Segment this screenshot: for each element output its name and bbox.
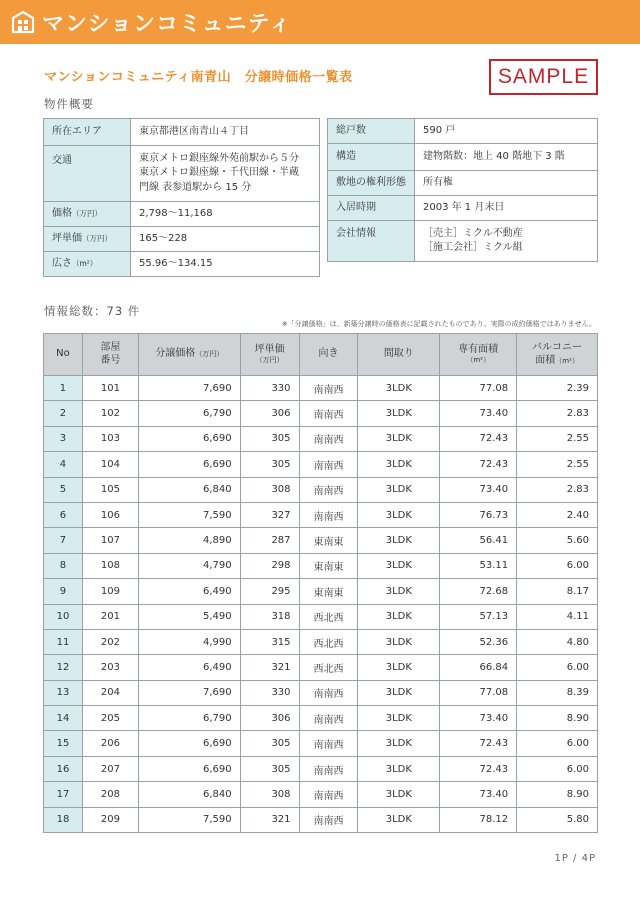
brand-name: マンションコミュニティ xyxy=(42,11,292,37)
access-line: 東京メトロ銀座線・千代田線・半蔵 xyxy=(139,167,299,179)
cell-no: 3 xyxy=(44,426,83,451)
cell-area: 77.08 xyxy=(440,376,517,401)
overview-key: 総戸数 xyxy=(328,119,415,144)
key-label: 価格 xyxy=(52,207,72,219)
header-balcony xyxy=(517,334,598,376)
cell-room: 102 xyxy=(82,401,138,426)
overview-key: 入居時期 xyxy=(328,196,415,221)
overview-row xyxy=(328,119,598,144)
cell-tsubo: 330 xyxy=(240,680,299,705)
header-price-label: 分譲価格 xyxy=(155,348,196,360)
cell-layout: 3LDK xyxy=(358,426,440,451)
key-unit: （万円） xyxy=(72,208,102,218)
overview-row xyxy=(44,146,320,202)
cell-direction: 西北西 xyxy=(299,655,358,680)
cell-room: 107 xyxy=(82,528,138,553)
cell-tsubo: 305 xyxy=(240,731,299,756)
cell-direction: 東南東 xyxy=(299,528,358,553)
cell-layout: 3LDK xyxy=(358,579,440,604)
overview-value xyxy=(131,146,320,202)
cell-room: 209 xyxy=(82,807,138,832)
cell-balcony: 2.55 xyxy=(517,452,598,477)
cell-area: 73.40 xyxy=(440,477,517,502)
cell-area: 73.40 xyxy=(440,706,517,731)
overview-value xyxy=(415,221,598,262)
cell-direction: 南南西 xyxy=(299,731,358,756)
cell-direction: 南南西 xyxy=(299,782,358,807)
header-balcony-label2 xyxy=(521,355,593,368)
cell-balcony: 2.83 xyxy=(517,477,598,502)
cell-price: 6,690 xyxy=(138,731,240,756)
cell-direction: 南南西 xyxy=(299,426,358,451)
overview-value: 東京都港区南青山４丁目 xyxy=(131,119,320,146)
cell-tsubo: 306 xyxy=(240,706,299,731)
overview-value: 590 戸 xyxy=(415,119,598,144)
cell-price: 6,690 xyxy=(138,756,240,781)
cell-no: 16 xyxy=(44,756,83,781)
cell-room: 105 xyxy=(82,477,138,502)
cell-price: 4,790 xyxy=(138,553,240,578)
cell-tsubo: 327 xyxy=(240,502,299,527)
header-balcony-label: バルコニー xyxy=(532,342,583,353)
cell-layout: 3LDK xyxy=(358,553,440,578)
cell-layout: 3LDK xyxy=(358,452,440,477)
cell-area: 72.43 xyxy=(440,731,517,756)
cell-price: 6,690 xyxy=(138,426,240,451)
header-area xyxy=(440,334,517,376)
cell-balcony: 2.40 xyxy=(517,502,598,527)
overview-key xyxy=(44,252,131,277)
cell-direction: 西北西 xyxy=(299,604,358,629)
cell-room: 101 xyxy=(82,376,138,401)
cell-direction: 東南東 xyxy=(299,579,358,604)
cell-tsubo: 308 xyxy=(240,782,299,807)
cell-layout: 3LDK xyxy=(358,706,440,731)
cell-price: 6,840 xyxy=(138,477,240,502)
cell-direction: 南南西 xyxy=(299,756,358,781)
cell-direction: 南南西 xyxy=(299,680,358,705)
cell-price: 6,790 xyxy=(138,706,240,731)
cell-area: 72.43 xyxy=(440,452,517,477)
cell-balcony: 4.80 xyxy=(517,629,598,654)
header-no: No xyxy=(44,334,83,376)
cell-direction: 西北西 xyxy=(299,629,358,654)
header-room-line: 部屋 xyxy=(100,342,121,353)
cell-tsubo: 306 xyxy=(240,401,299,426)
overview-value: 所有権 xyxy=(415,171,598,196)
overview-row xyxy=(328,221,598,262)
cell-area: 52.36 xyxy=(440,629,517,654)
cell-layout: 3LDK xyxy=(358,604,440,629)
cell-layout: 3LDK xyxy=(358,502,440,527)
table-row xyxy=(44,553,598,578)
header-tsubo-label: 坪単価 xyxy=(254,343,285,355)
cell-tsubo: 305 xyxy=(240,426,299,451)
cell-tsubo: 321 xyxy=(240,655,299,680)
overview-row xyxy=(44,252,320,277)
cell-balcony: 5.60 xyxy=(517,528,598,553)
cell-balcony: 8.39 xyxy=(517,680,598,705)
cell-price: 6,490 xyxy=(138,655,240,680)
table-row xyxy=(44,782,598,807)
table-header-row xyxy=(44,334,598,376)
cell-balcony: 5.80 xyxy=(517,807,598,832)
cell-area: 72.68 xyxy=(440,579,517,604)
cell-price: 6,790 xyxy=(138,401,240,426)
cell-layout: 3LDK xyxy=(358,731,440,756)
cell-direction: 南南西 xyxy=(299,477,358,502)
section-label-overview: 物件概要 xyxy=(44,97,94,111)
header-price-unit: （万円） xyxy=(195,350,224,359)
cell-room: 202 xyxy=(82,629,138,654)
cell-balcony: 6.00 xyxy=(517,756,598,781)
overview-value: 2003 年 1 月末日 xyxy=(415,196,598,221)
cell-balcony: 8.90 xyxy=(517,782,598,807)
cell-layout: 3LDK xyxy=(358,528,440,553)
cell-area: 57.13 xyxy=(440,604,517,629)
cell-room: 207 xyxy=(82,756,138,781)
brand-banner xyxy=(0,0,640,44)
cell-price: 6,690 xyxy=(138,452,240,477)
header-direction: 向き xyxy=(299,334,358,376)
company-line: ［売主］ミクル不動産 xyxy=(423,227,523,239)
header-room xyxy=(82,334,138,376)
cell-room: 106 xyxy=(82,502,138,527)
header-balcony-area: 面積 xyxy=(535,354,556,366)
cell-room: 203 xyxy=(82,655,138,680)
price-note: ※「分譲価格」は、新築分譲時の価格表に記載されたものであり、実際の成約価格ではありません。 xyxy=(281,320,596,328)
company-line: ［施工会社］ミクル組 xyxy=(423,242,523,253)
cell-balcony: 4.11 xyxy=(517,604,598,629)
table-row xyxy=(44,655,598,680)
overview-key: 会社情報 xyxy=(328,221,415,262)
key-label: 広さ xyxy=(52,257,72,269)
header-area-unit: （m²） xyxy=(466,356,490,365)
cell-no: 11 xyxy=(44,629,83,654)
info-count: 情報総数：73 件 xyxy=(44,304,141,318)
cell-direction: 南南西 xyxy=(299,376,358,401)
overview-table-left xyxy=(43,118,320,277)
header-room-line: 番号 xyxy=(100,354,121,366)
overview-table-right xyxy=(327,118,598,262)
cell-no: 5 xyxy=(44,477,83,502)
table-row xyxy=(44,528,598,553)
cell-direction: 南南西 xyxy=(299,502,358,527)
cell-balcony: 8.90 xyxy=(517,706,598,731)
overview-key: 交通 xyxy=(44,146,131,202)
table-row xyxy=(44,756,598,781)
cell-tsubo: 321 xyxy=(240,807,299,832)
cell-tsubo: 287 xyxy=(240,528,299,553)
header-tsubo xyxy=(240,334,299,376)
cell-balcony: 6.00 xyxy=(517,731,598,756)
cell-no: 1 xyxy=(44,376,83,401)
table-row xyxy=(44,604,598,629)
cell-direction: 南南西 xyxy=(299,452,358,477)
cell-layout: 3LDK xyxy=(358,376,440,401)
cell-tsubo: 295 xyxy=(240,579,299,604)
table-row xyxy=(44,629,598,654)
sample-stamp: SAMPLE xyxy=(489,59,598,95)
overview-key: 敷地の権利形態 xyxy=(328,171,415,196)
cell-no: 17 xyxy=(44,782,83,807)
cell-no: 7 xyxy=(44,528,83,553)
table-row xyxy=(44,376,598,401)
overview-row xyxy=(44,202,320,227)
cell-direction: 南南西 xyxy=(299,807,358,832)
cell-no: 18 xyxy=(44,807,83,832)
table-row xyxy=(44,502,598,527)
cell-price: 7,590 xyxy=(138,502,240,527)
cell-layout: 3LDK xyxy=(358,401,440,426)
cell-price: 7,590 xyxy=(138,807,240,832)
cell-tsubo: 308 xyxy=(240,477,299,502)
cell-tsubo: 315 xyxy=(240,629,299,654)
unit-rows xyxy=(44,376,598,833)
cell-area: 56.41 xyxy=(440,528,517,553)
building-logo-icon xyxy=(10,9,36,35)
cell-no: 9 xyxy=(44,579,83,604)
key-unit: （万円） xyxy=(82,233,112,243)
table-row xyxy=(44,401,598,426)
cell-layout: 3LDK xyxy=(358,756,440,781)
cell-area: 72.43 xyxy=(440,756,517,781)
cell-room: 208 xyxy=(82,782,138,807)
cell-no: 14 xyxy=(44,706,83,731)
cell-price: 7,690 xyxy=(138,680,240,705)
table-row xyxy=(44,807,598,832)
cell-direction: 南南西 xyxy=(299,401,358,426)
cell-room: 206 xyxy=(82,731,138,756)
header-price xyxy=(138,334,240,376)
cell-price: 4,890 xyxy=(138,528,240,553)
cell-price: 6,490 xyxy=(138,579,240,604)
cell-area: 78.12 xyxy=(440,807,517,832)
cell-layout: 3LDK xyxy=(358,807,440,832)
cell-balcony: 2.83 xyxy=(517,401,598,426)
cell-area: 53.11 xyxy=(440,553,517,578)
unit-price-table xyxy=(43,333,598,833)
access-line: 門線 表参道駅から 15 分 xyxy=(139,181,252,193)
key-label: 坪単価 xyxy=(52,232,82,244)
header-balcony-unit: （m²） xyxy=(555,356,579,365)
overview-value: 建物階数：地上 40 階地下 3 階 xyxy=(415,144,598,171)
cell-room: 103 xyxy=(82,426,138,451)
cell-price: 4,990 xyxy=(138,629,240,654)
overview-row xyxy=(328,171,598,196)
cell-tsubo: 318 xyxy=(240,604,299,629)
cell-room: 108 xyxy=(82,553,138,578)
cell-no: 10 xyxy=(44,604,83,629)
access-line: 東京メトロ銀座線外苑前駅から５分 xyxy=(139,152,299,164)
cell-price: 7,690 xyxy=(138,376,240,401)
overview-key xyxy=(44,202,131,227)
header-tsubo-unit: （万円） xyxy=(255,356,284,365)
cell-tsubo: 305 xyxy=(240,756,299,781)
cell-room: 201 xyxy=(82,604,138,629)
table-row xyxy=(44,579,598,604)
cell-no: 6 xyxy=(44,502,83,527)
cell-area: 77.08 xyxy=(440,680,517,705)
table-row xyxy=(44,477,598,502)
overview-row xyxy=(44,119,320,146)
overview-value: 55.96〜134.15 xyxy=(131,252,320,277)
cell-balcony: 2.39 xyxy=(517,376,598,401)
table-row xyxy=(44,452,598,477)
cell-balcony: 6.00 xyxy=(517,655,598,680)
table-row xyxy=(44,426,598,451)
cell-balcony: 6.00 xyxy=(517,553,598,578)
cell-layout: 3LDK xyxy=(358,477,440,502)
cell-balcony: 8.17 xyxy=(517,579,598,604)
cell-no: 12 xyxy=(44,655,83,680)
cell-room: 104 xyxy=(82,452,138,477)
cell-price: 6,840 xyxy=(138,782,240,807)
overview-value: 2,798〜11,168 xyxy=(131,202,320,227)
cell-room: 109 xyxy=(82,579,138,604)
cell-room: 205 xyxy=(82,706,138,731)
overview-key: 所在エリア xyxy=(44,119,131,146)
cell-direction: 東南東 xyxy=(299,553,358,578)
cell-area: 73.40 xyxy=(440,401,517,426)
cell-no: 8 xyxy=(44,553,83,578)
cell-tsubo: 305 xyxy=(240,452,299,477)
overview-row xyxy=(328,144,598,171)
cell-area: 66.84 xyxy=(440,655,517,680)
cell-layout: 3LDK xyxy=(358,655,440,680)
cell-area: 73.40 xyxy=(440,782,517,807)
cell-no: 15 xyxy=(44,731,83,756)
cell-area: 76.73 xyxy=(440,502,517,527)
overview-row xyxy=(44,227,320,252)
cell-layout: 3LDK xyxy=(358,680,440,705)
cell-no: 13 xyxy=(44,680,83,705)
overview-key xyxy=(44,227,131,252)
overview-key: 構造 xyxy=(328,144,415,171)
cell-area: 72.43 xyxy=(440,426,517,451)
cell-no: 4 xyxy=(44,452,83,477)
cell-price: 5,490 xyxy=(138,604,240,629)
header-area-label: 専有面積 xyxy=(458,343,499,355)
overview-row xyxy=(328,196,598,221)
document-title: マンションコミュニティ南青山 分譲時価格一覧表 xyxy=(44,70,353,85)
cell-room: 204 xyxy=(82,680,138,705)
cell-layout: 3LDK xyxy=(358,782,440,807)
key-unit: （m²） xyxy=(72,258,98,268)
cell-direction: 南南西 xyxy=(299,706,358,731)
cell-layout: 3LDK xyxy=(358,629,440,654)
header-layout: 間取り xyxy=(358,334,440,376)
page-indicator: 1P / 4P xyxy=(554,853,596,864)
cell-no: 2 xyxy=(44,401,83,426)
table-row xyxy=(44,706,598,731)
cell-tsubo: 330 xyxy=(240,376,299,401)
cell-balcony: 2.55 xyxy=(517,426,598,451)
table-row xyxy=(44,731,598,756)
cell-tsubo: 298 xyxy=(240,553,299,578)
table-row xyxy=(44,680,598,705)
overview-value: 165〜228 xyxy=(131,227,320,252)
